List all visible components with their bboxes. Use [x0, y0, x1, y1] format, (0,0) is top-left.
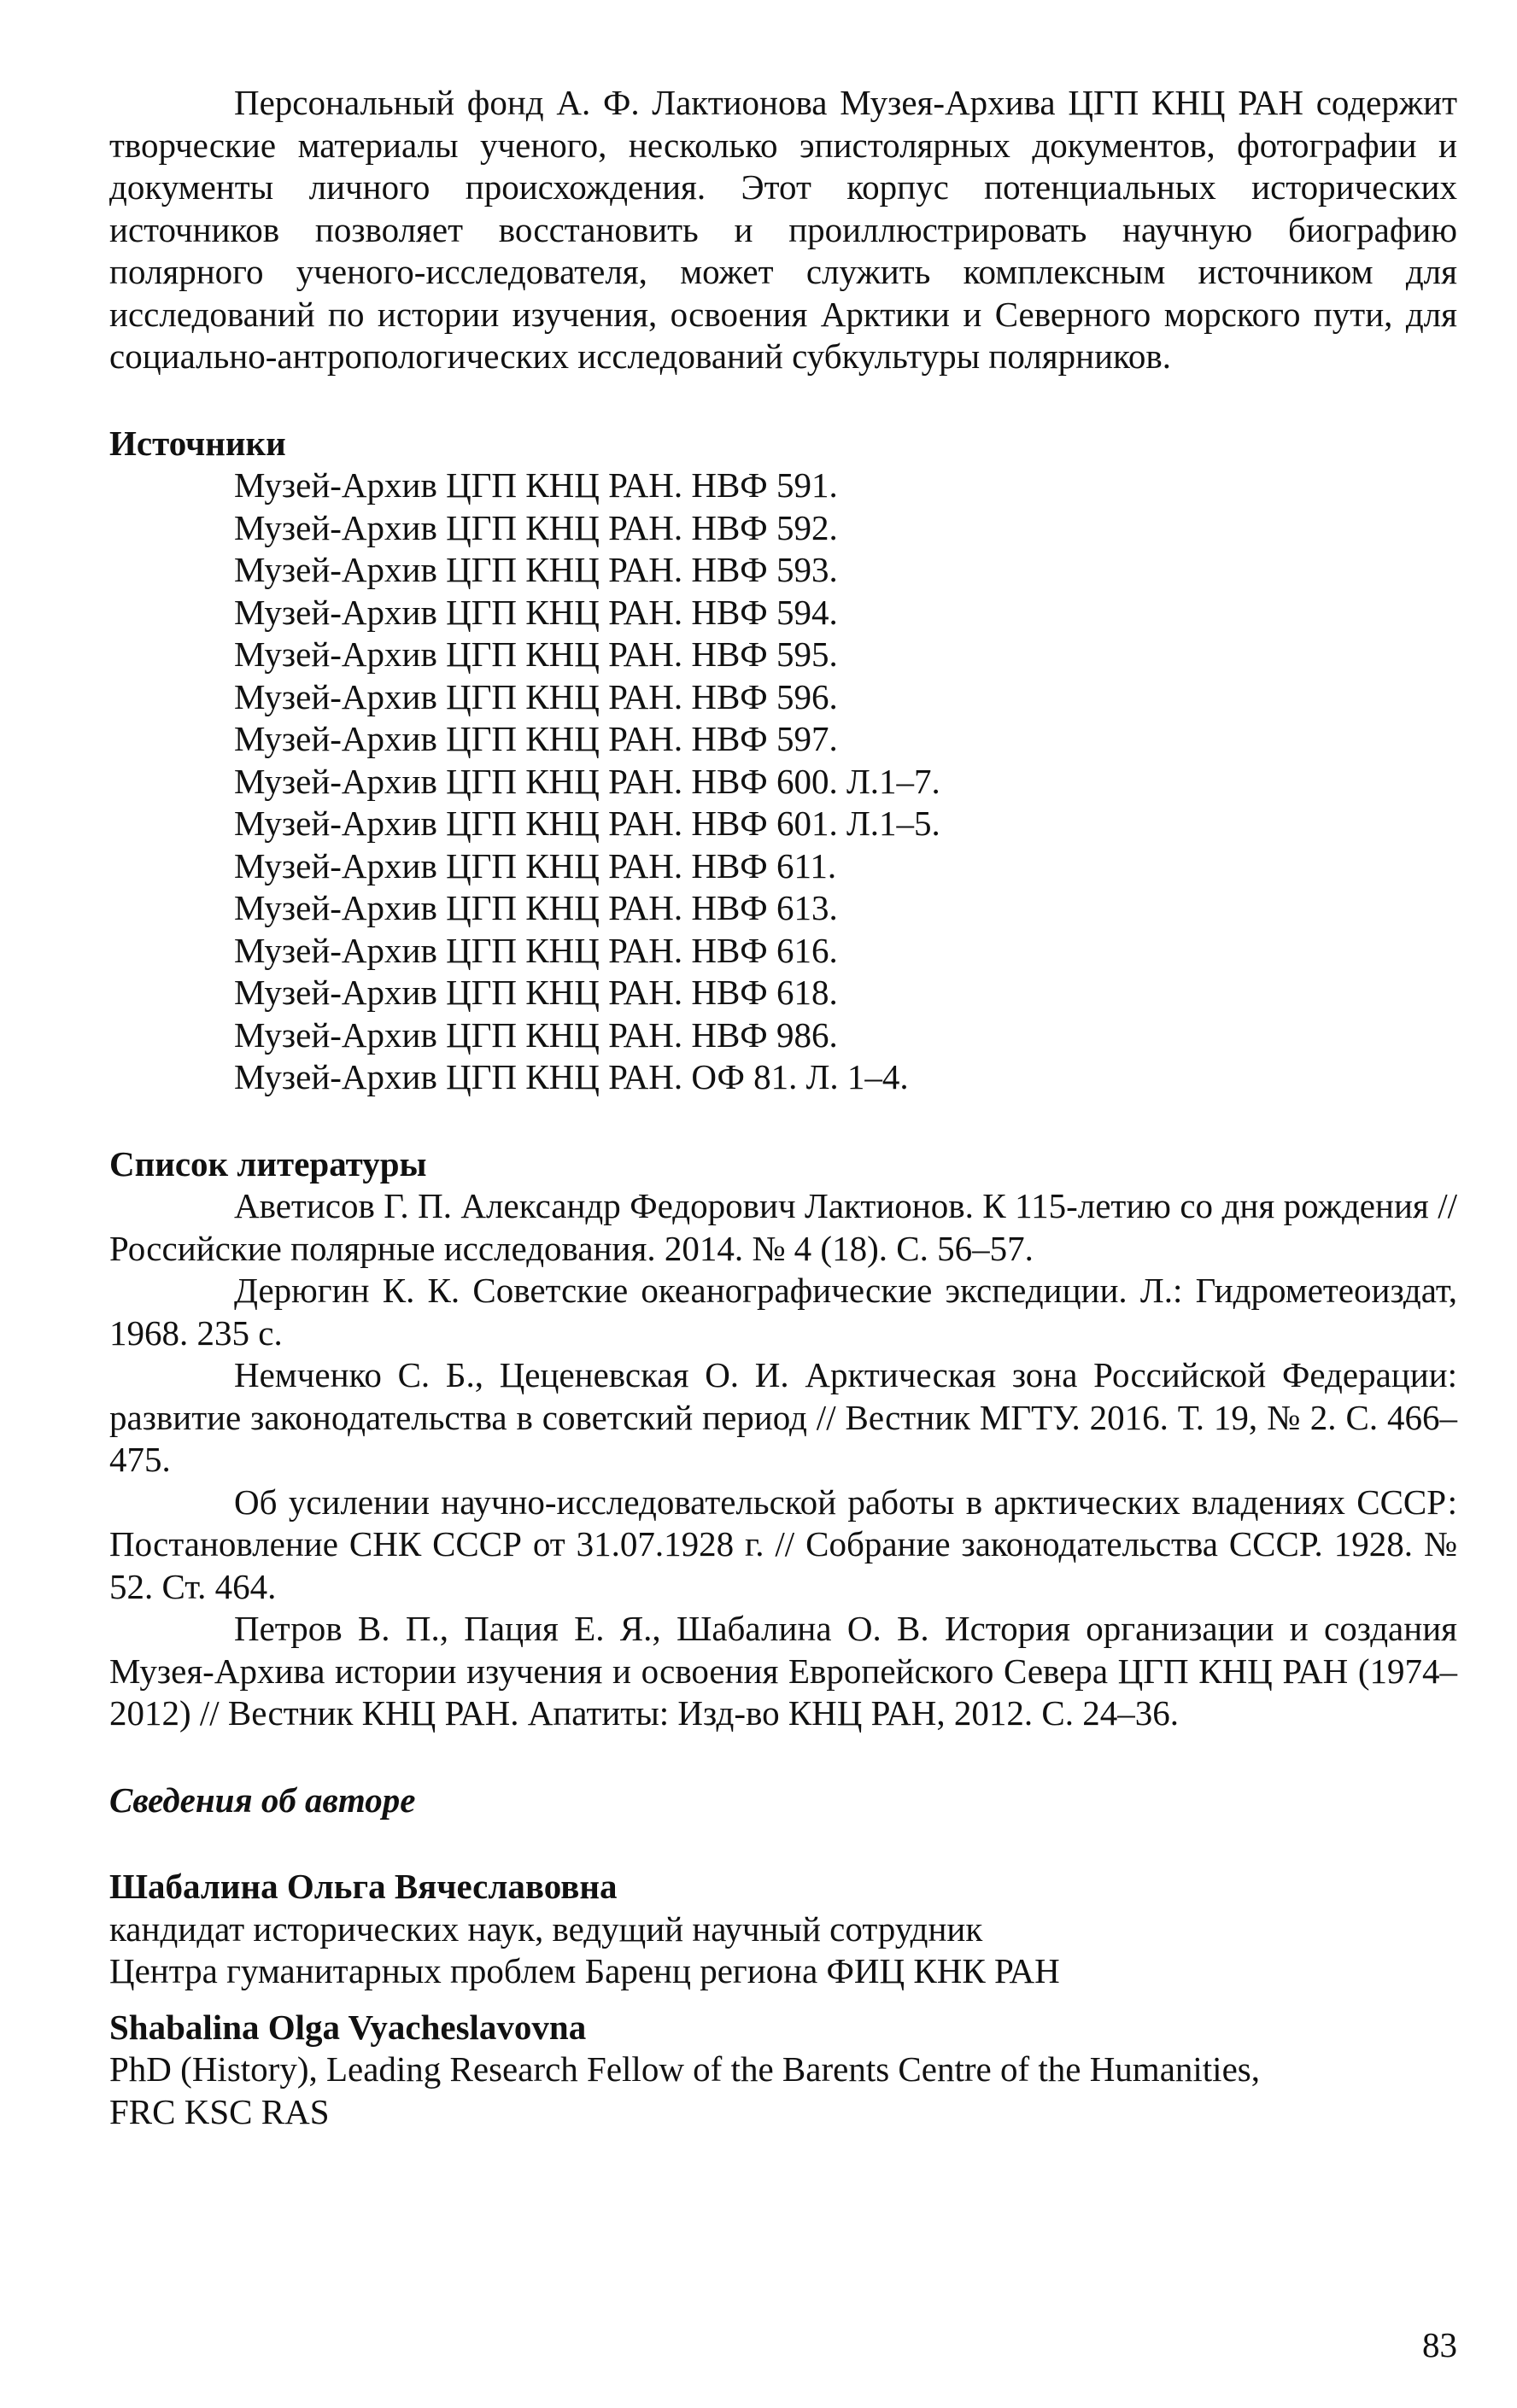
source-item: Музей-Архив ЦГП КНЦ РАН. НВФ 613. — [234, 888, 838, 927]
page-number: 83 — [1422, 2325, 1457, 2364]
sources-list — [109, 465, 1457, 1099]
source-item: Музей-Архив ЦГП КНЦ РАН. НВФ 591. — [234, 465, 838, 505]
source-item: Музей-Архив ЦГП КНЦ РАН. НВФ 596. — [234, 676, 838, 716]
about-author-heading: Сведения об авторе — [109, 1780, 416, 1820]
reference-item: Немченко С. Б., Цеценевская О. И. Арктическая зона Российской Федерации: развитие законодательства в советский период // Вестник МГТУ. 2016. Т. 19, № 2. С. 466–475. — [109, 1355, 1457, 1479]
reference-item: Аветисов Г. П. Александр Федорович Лактионов. К 115-летию со дня рождения // Российские полярные исследования. 2014. № 4 (18). С. 56–57. — [109, 1186, 1457, 1268]
author-affiliation-en: FRC KSC RAS — [109, 2091, 330, 2131]
intro-paragraph: Персональный фонд А. Ф. Лактионова Музея-Архива ЦГП КНЦ РАН содержит творческие материалы ученого, несколько эпистолярных документов, фотографии и документы личного происхождения. Этот корпус потенциальных исторических источников позволяет восстановить и проиллюстрировать научную биографию полярного ученого-исследователя, может служить комплексным источником для исследований по истории изучения, освоения Арктики и Северного морского пути, для социально-антропологических исследований субкультуры полярников. — [109, 83, 1457, 376]
reference-item: Об усилении научно-исследовательской работы в арктических владениях СССР: Постановление СНК СССР от 31.07.1928 г. // Собрание законодательства СССР. 1928. № 52. Ст. 464. — [109, 1482, 1457, 1606]
source-item: Музей-Архив ЦГП КНЦ РАН. НВФ 616. — [234, 930, 838, 970]
literature-heading: Список литературы — [109, 1143, 427, 1184]
source-item: Музей-Архив ЦГП КНЦ РАН. ОФ 81. Л. 1–4. — [234, 1057, 909, 1096]
source-item: Музей-Архив ЦГП КНЦ РАН. НВФ 594. — [234, 592, 838, 632]
author-degree-en: PhD (History), Leading Research Fellow of the Barents Centre of the Humanities, — [109, 2049, 1260, 2089]
source-item: Музей-Архив ЦГП КНЦ РАН. НВФ 597. — [234, 719, 838, 758]
source-item: Музей-Архив ЦГП КНЦ РАН. НВФ 593. — [234, 550, 838, 589]
author-info-en — [109, 2007, 1457, 2134]
literature-list — [109, 1185, 1457, 1735]
author-affiliation-ru: Центра гуманитарных проблем Баренц региона ФИЦ КНК РАН — [109, 1951, 1060, 1990]
source-item: Музей-Архив ЦГП КНЦ РАН. НВФ 986. — [234, 1014, 838, 1055]
source-item: Музей-Архив ЦГП КНЦ РАН. НВФ 601. Л.1–5. — [234, 804, 940, 843]
source-item: Музей-Архив ЦГП КНЦ РАН. НВФ 611. — [234, 845, 837, 885]
reference-item: Петров В. П., Пация Е. Я., Шабалина О. В. История организации и создания Музея-Архива истории изучения и освоения Европейского Севера ЦГП КНЦ РАН (1974–2012) // Вестник КНЦ РАН. Апатиты: Изд-во КНЦ РАН, 2012. С. 24–36. — [109, 1609, 1457, 1733]
author-info-ru — [109, 1866, 1457, 1993]
author-degree-ru: кандидат исторических наук, ведущий научный сотрудник — [109, 1908, 983, 1949]
sources-heading: Источники — [109, 423, 286, 463]
author-name-ru: Шабалина Ольга Вячеславовна — [109, 1867, 618, 1906]
source-item: Музей-Архив ЦГП КНЦ РАН. НВФ 595. — [234, 634, 838, 674]
source-item: Музей-Архив ЦГП КНЦ РАН. НВФ 592. — [234, 507, 838, 547]
page-content — [109, 82, 1457, 2133]
source-item: Музей-Архив ЦГП КНЦ РАН. НВФ 618. — [234, 973, 838, 1012]
author-name-en: Shabalina Olga Vyacheslavovna — [109, 2007, 587, 2047]
source-item: Музей-Архив ЦГП КНЦ РАН. НВФ 600. Л.1–7. — [234, 761, 940, 801]
reference-item: Дерюгин К. К. Советские океанографические экспедиции. Л.: Гидрометеоиздат, 1968. 235 с. — [109, 1271, 1457, 1353]
